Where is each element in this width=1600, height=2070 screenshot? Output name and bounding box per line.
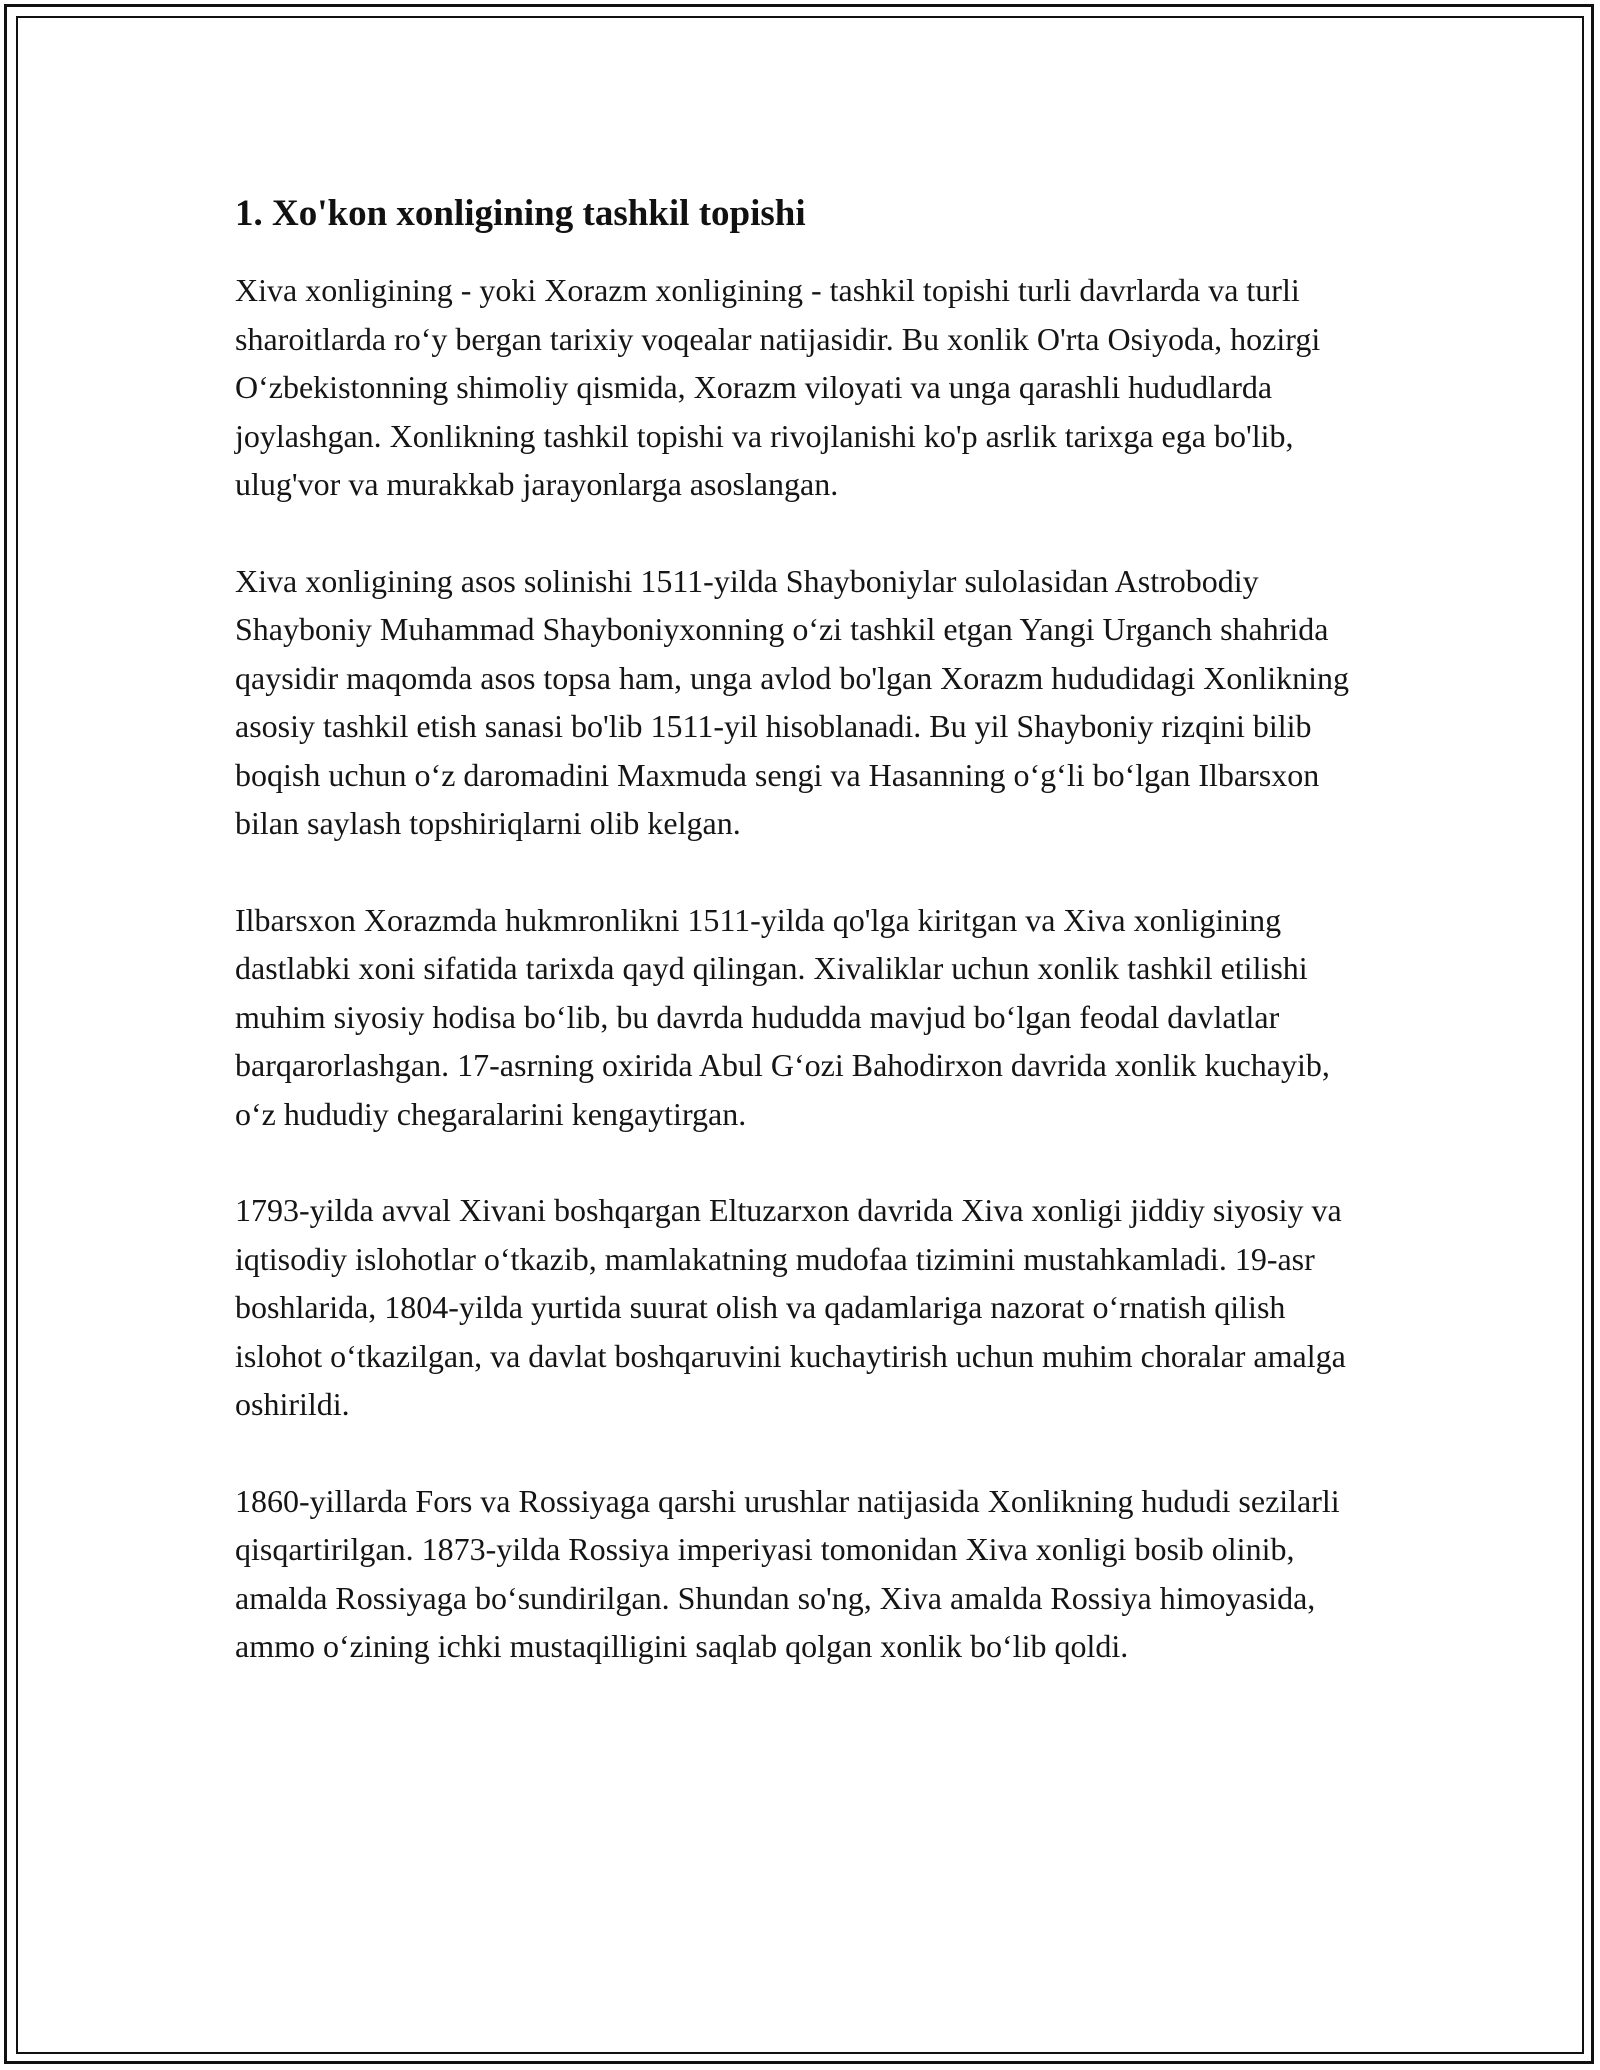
paragraph-1: Xiva xonligining - yoki Xorazm xonligining - tashkil topishi turli davrlarda va turli sharoitlarda ro‘y bergan tarixiy voqealar natijasidir. Bu xonlik O'rta Osiyoda, hozirgi O‘zbekistonning shimoliy qismida, Xorazm viloyati va unga qarashli hududlarda joylashgan. Xonlikning tashkil topishi va rivojlanishi ko'p asrlik tarixga ega bo'lib, ulug'vor va murakkab jarayonlarga asoslangan. [235,272,1321,502]
document-body [235,188,1375,1719]
paragraph-5: 1860-yillarda Fors va Rossiyaga qarshi urushlar natijasida Xonlikning hududi sezilarli qisqartirilgan. 1873-yilda Rossiya imperiyasi tomonidan Xiva xonligi bosib olinib, amalda Rossiyaga bo‘sundirilgan. Shundan so'ng, Xiva amalda Rossiya himoyasida, ammo o‘zining ichki mustaqilligini saqlab qolgan xonlik bo‘lib qoldi. [235,1482,1340,1664]
section-heading: 1. Xo'kon xonligining tashkil topishi [235,193,806,234]
paragraph-4: 1793-yilda avval Xivani boshqargan Eltuzarxon davrida Xiva xonligi jiddiy siyosiy va iqtisodiy islohotlar o‘tkazib, mamlakatning mudofaa tizimini mustahkamladi. 19-asr boshlarida, 1804-yilda yurtida suurat olish va qadamlariga nazorat o‘rnatish qilish islohot o‘tkazilgan, va davlat boshqaruvini kuchaytirish uchun muhim choralar amalga oshirildi. [235,1192,1346,1422]
paragraph-3: Ilbarsxon Xorazmda hukmronlikni 1511-yilda qo'lga kiritgan va Xiva xonligining dastlabki xoni sifatida tarixda qayd qilingan. Xivaliklar uchun xonlik tashkil etilishi muhim siyosiy hodisa bo‘lib, bu davrda hududda mavjud bo‘lgan feodal davlatlar barqarorlashgan. 17-asrning oxirida Abul G‘ozi Bahodirxon davrida xonlik kuchayib, o‘z hududiy chegaralarini kengaytirgan. [235,901,1330,1132]
paragraph-2: Xiva xonligining asos solinishi 1511-yilda Shayboniylar sulolasidan Astrobodiy Shayboniy Muhammad Shayboniyxonning o‘zi tashkil etgan Yangi Urganch shahrida qaysidir maqomda asos topsa ham, unga avlod bo'lgan Xorazm hududidagi Xonlikning asosiy tashkil etish sanasi bo'lib 1511-yil hisoblanadi. Bu yil Shayboniy rizqini bilib boqish uchun o‘z daromadini Maxmuda sengi va Hasanning o‘g‘li bo‘lgan Ilbarsxon bilan saylash topshiriqlarni olib kelgan. [235,562,1350,841]
